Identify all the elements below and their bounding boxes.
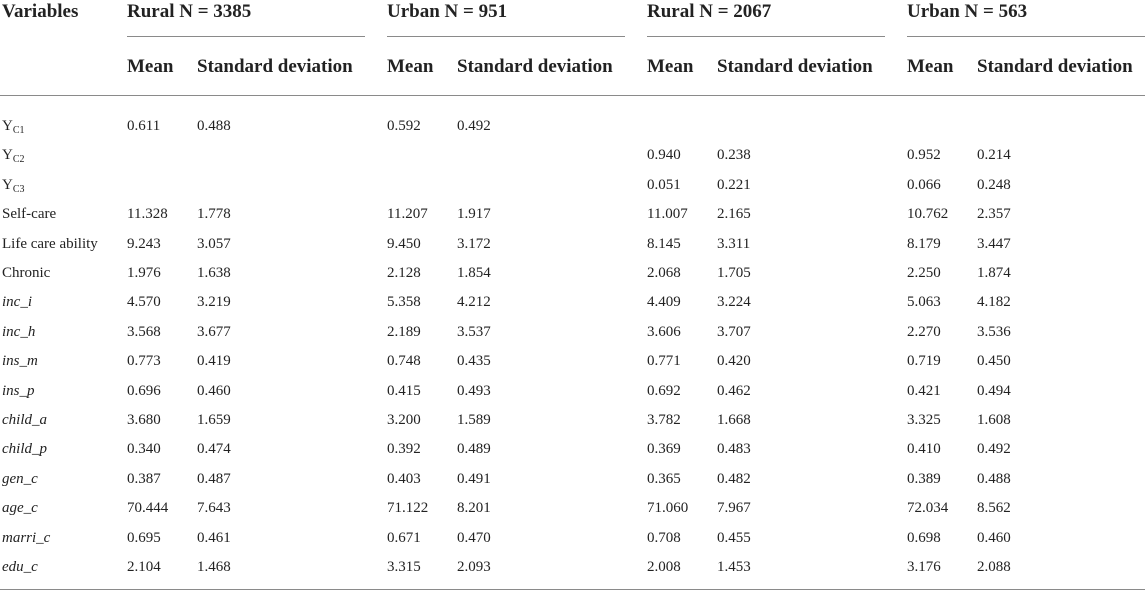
row-label xyxy=(2,439,47,459)
table-cell: 4.212 xyxy=(457,294,491,310)
table-cell: 9.243 xyxy=(127,236,161,252)
table-cell: 1.705 xyxy=(717,265,751,281)
subheader-sd-4: Standard deviation xyxy=(977,56,1133,77)
table-cell: 11.328 xyxy=(127,206,168,222)
subheader-mean-2: Mean xyxy=(387,56,434,77)
table-cell: 0.369 xyxy=(647,441,681,457)
table-cell: 1.589 xyxy=(457,412,491,428)
table-cell: 2.093 xyxy=(457,559,491,575)
table-cell: 3.568 xyxy=(127,324,161,340)
subheader-mean-1: Mean xyxy=(127,56,174,77)
table-cell: 0.483 xyxy=(717,441,751,457)
table-cell: 2.189 xyxy=(387,324,421,340)
table-cell: 1.976 xyxy=(127,265,161,281)
table-cell: 0.494 xyxy=(977,383,1011,399)
table-cell: 0.492 xyxy=(977,441,1011,457)
table-cell: 0.214 xyxy=(977,147,1011,163)
table-cell: 2.250 xyxy=(907,265,941,281)
row-label xyxy=(2,263,50,283)
table-cell: 0.474 xyxy=(197,441,231,457)
table-cell: 0.421 xyxy=(907,383,941,399)
table-cell: 2.165 xyxy=(717,206,751,222)
table-cell: 0.771 xyxy=(647,353,681,369)
table-cell: 0.492 xyxy=(457,118,491,134)
table-cell: 0.940 xyxy=(647,147,681,163)
group-2-underline xyxy=(387,36,625,37)
row-label-subscript: C2 xyxy=(12,154,25,165)
table-cell: 3.057 xyxy=(197,236,231,252)
row-label xyxy=(2,204,56,224)
table-cell: 4.409 xyxy=(647,294,681,310)
header-group-2: Urban N = 951 xyxy=(387,1,508,22)
row-label-text: ins_p xyxy=(2,383,35,399)
row-label-text: inc_i xyxy=(2,294,32,310)
table-cell: 0.460 xyxy=(977,530,1011,546)
table-cell: 3.680 xyxy=(127,412,161,428)
row-label-subscript: C3 xyxy=(12,184,25,195)
table-cell: 4.182 xyxy=(977,294,1011,310)
table-cell: 3.315 xyxy=(387,559,421,575)
table-cell: 3.176 xyxy=(907,559,941,575)
table-cell: 0.392 xyxy=(387,441,421,457)
table-cell: 0.692 xyxy=(647,383,681,399)
table-cell: 0.410 xyxy=(907,441,941,457)
row-label-text: inc_h xyxy=(2,324,36,340)
table-cell: 0.248 xyxy=(977,177,1011,193)
group-4-underline xyxy=(907,36,1145,37)
row-label xyxy=(2,351,38,371)
table-cell: 2.068 xyxy=(647,265,681,281)
table-cell: 9.450 xyxy=(387,236,421,252)
table-cell: 0.238 xyxy=(717,147,751,163)
subheader-sd-1: Standard deviation xyxy=(197,56,353,77)
table-cell: 71.060 xyxy=(647,500,689,516)
table-cell: 0.403 xyxy=(387,471,421,487)
table-cell: 10.762 xyxy=(907,206,949,222)
table-cell: 0.696 xyxy=(127,383,161,399)
table-cell: 3.311 xyxy=(717,236,751,252)
table-cell: 70.444 xyxy=(127,500,169,516)
table-cell: 0.462 xyxy=(717,383,751,399)
table-cell: 3.219 xyxy=(197,294,231,310)
table-cell: 0.221 xyxy=(717,177,751,193)
table-cell: 0.066 xyxy=(907,177,941,193)
subheader-mean-3: Mean xyxy=(647,56,694,77)
table-cell: 1.854 xyxy=(457,265,491,281)
table-cell: 1.638 xyxy=(197,265,231,281)
row-label-text: Chronic xyxy=(2,265,51,281)
row-label-subscript: C1 xyxy=(12,125,25,136)
table-cell: 1.608 xyxy=(977,412,1011,428)
table-cell: 3.224 xyxy=(717,294,751,310)
table-cell: 72.034 xyxy=(907,500,949,516)
table-cell: 0.488 xyxy=(197,118,231,134)
table-cell: 8.179 xyxy=(907,236,941,252)
row-label xyxy=(2,145,25,170)
header-group-4: Urban N = 563 xyxy=(907,1,1028,22)
table-cell: 3.325 xyxy=(907,412,941,428)
table-cell: 0.698 xyxy=(907,530,941,546)
table-cell: 3.172 xyxy=(457,236,491,252)
table-cell: 3.537 xyxy=(457,324,491,340)
row-label-text: age_c xyxy=(2,500,38,516)
table-cell: 1.778 xyxy=(197,206,231,222)
table-cell: 3.447 xyxy=(977,236,1011,252)
table-cell: 0.419 xyxy=(197,353,231,369)
row-label xyxy=(2,234,98,254)
table-cell: 3.536 xyxy=(977,324,1011,340)
table-cell: 2.008 xyxy=(647,559,681,575)
table-cell: 0.387 xyxy=(127,471,161,487)
header-group-3: Rural N = 2067 xyxy=(647,1,772,22)
row-label-text: gen_c xyxy=(2,471,38,487)
table-bottom-rule xyxy=(0,589,1145,590)
table-cell: 0.611 xyxy=(127,118,161,134)
row-label xyxy=(2,116,25,141)
table-cell: 0.340 xyxy=(127,441,161,457)
header-variables: Variables xyxy=(2,1,79,22)
table-cell: 7.643 xyxy=(197,500,231,516)
table-cell: 0.491 xyxy=(457,471,491,487)
table-cell: 7.967 xyxy=(717,500,751,516)
table-cell: 1.874 xyxy=(977,265,1011,281)
table-cell: 11.207 xyxy=(387,206,428,222)
table-cell: 0.365 xyxy=(647,471,681,487)
row-label-text: Y xyxy=(2,147,13,163)
table-cell: 8.562 xyxy=(977,500,1011,516)
row-label-text: child_a xyxy=(2,412,47,428)
table-cell: 3.782 xyxy=(647,412,681,428)
table-cell: 1.468 xyxy=(197,559,231,575)
row-label-text: ins_m xyxy=(2,353,38,369)
table-cell: 0.592 xyxy=(387,118,421,134)
row-label-text: Y xyxy=(2,177,13,193)
table-cell: 3.707 xyxy=(717,324,751,340)
row-label xyxy=(2,410,47,430)
row-label xyxy=(2,322,35,342)
table-cell: 0.719 xyxy=(907,353,941,369)
header-group-1: Rural N = 3385 xyxy=(127,1,252,22)
row-label-text: Self-care xyxy=(2,206,57,222)
row-label xyxy=(2,175,25,200)
subheader-sd-3: Standard deviation xyxy=(717,56,873,77)
table-cell: 0.748 xyxy=(387,353,421,369)
table-cell: 0.952 xyxy=(907,147,941,163)
subheader-mean-4: Mean xyxy=(907,56,954,77)
table-cell: 0.487 xyxy=(197,471,231,487)
table-cell: 0.415 xyxy=(387,383,421,399)
table-cell: 1.917 xyxy=(457,206,491,222)
table-cell: 0.671 xyxy=(387,530,421,546)
row-label-text: marri_c xyxy=(2,530,51,546)
header-divider xyxy=(0,95,1145,96)
table-cell: 5.358 xyxy=(387,294,421,310)
table-cell: 2.270 xyxy=(907,324,941,340)
table-cell: 0.488 xyxy=(977,471,1011,487)
table-cell: 0.435 xyxy=(457,353,491,369)
table-cell: 0.695 xyxy=(127,530,161,546)
table-cell: 1.668 xyxy=(717,412,751,428)
row-label xyxy=(2,498,38,518)
table-cell: 2.357 xyxy=(977,206,1011,222)
row-label-text: Life care ability xyxy=(2,236,98,252)
group-1-underline xyxy=(127,36,365,37)
table-cell: 71.122 xyxy=(387,500,429,516)
table-cell: 3.677 xyxy=(197,324,231,340)
table-cell: 0.493 xyxy=(457,383,491,399)
table-cell: 2.128 xyxy=(387,265,421,281)
row-label xyxy=(2,469,38,489)
table-cell: 0.420 xyxy=(717,353,751,369)
table-cell: 0.470 xyxy=(457,530,491,546)
table-cell: 3.606 xyxy=(647,324,681,340)
table-cell: 0.461 xyxy=(197,530,231,546)
table-cell: 8.201 xyxy=(457,500,491,516)
table-cell: 0.455 xyxy=(717,530,751,546)
table-cell: 0.482 xyxy=(717,471,751,487)
table-cell: 0.389 xyxy=(907,471,941,487)
table-cell: 0.051 xyxy=(647,177,681,193)
table-cell: 1.453 xyxy=(717,559,751,575)
table-cell: 3.200 xyxy=(387,412,421,428)
group-3-underline xyxy=(647,36,885,37)
table-cell: 0.489 xyxy=(457,441,491,457)
row-label-text: edu_c xyxy=(2,559,38,575)
table-cell: 0.450 xyxy=(977,353,1011,369)
table-cell: 4.570 xyxy=(127,294,161,310)
table-cell: 8.145 xyxy=(647,236,681,252)
table-cell: 0.460 xyxy=(197,383,231,399)
table-cell: 0.708 xyxy=(647,530,681,546)
row-label-text: Y xyxy=(2,118,13,134)
table-cell: 0.773 xyxy=(127,353,161,369)
row-label xyxy=(2,528,50,548)
row-label xyxy=(2,557,38,577)
row-label xyxy=(2,292,32,312)
row-label xyxy=(2,381,35,401)
table-cell: 2.088 xyxy=(977,559,1011,575)
subheader-sd-2: Standard deviation xyxy=(457,56,613,77)
table-cell: 2.104 xyxy=(127,559,161,575)
table-cell: 5.063 xyxy=(907,294,941,310)
table-cell: 11.007 xyxy=(647,206,688,222)
table-cell: 1.659 xyxy=(197,412,231,428)
row-label-text: child_p xyxy=(2,441,47,457)
